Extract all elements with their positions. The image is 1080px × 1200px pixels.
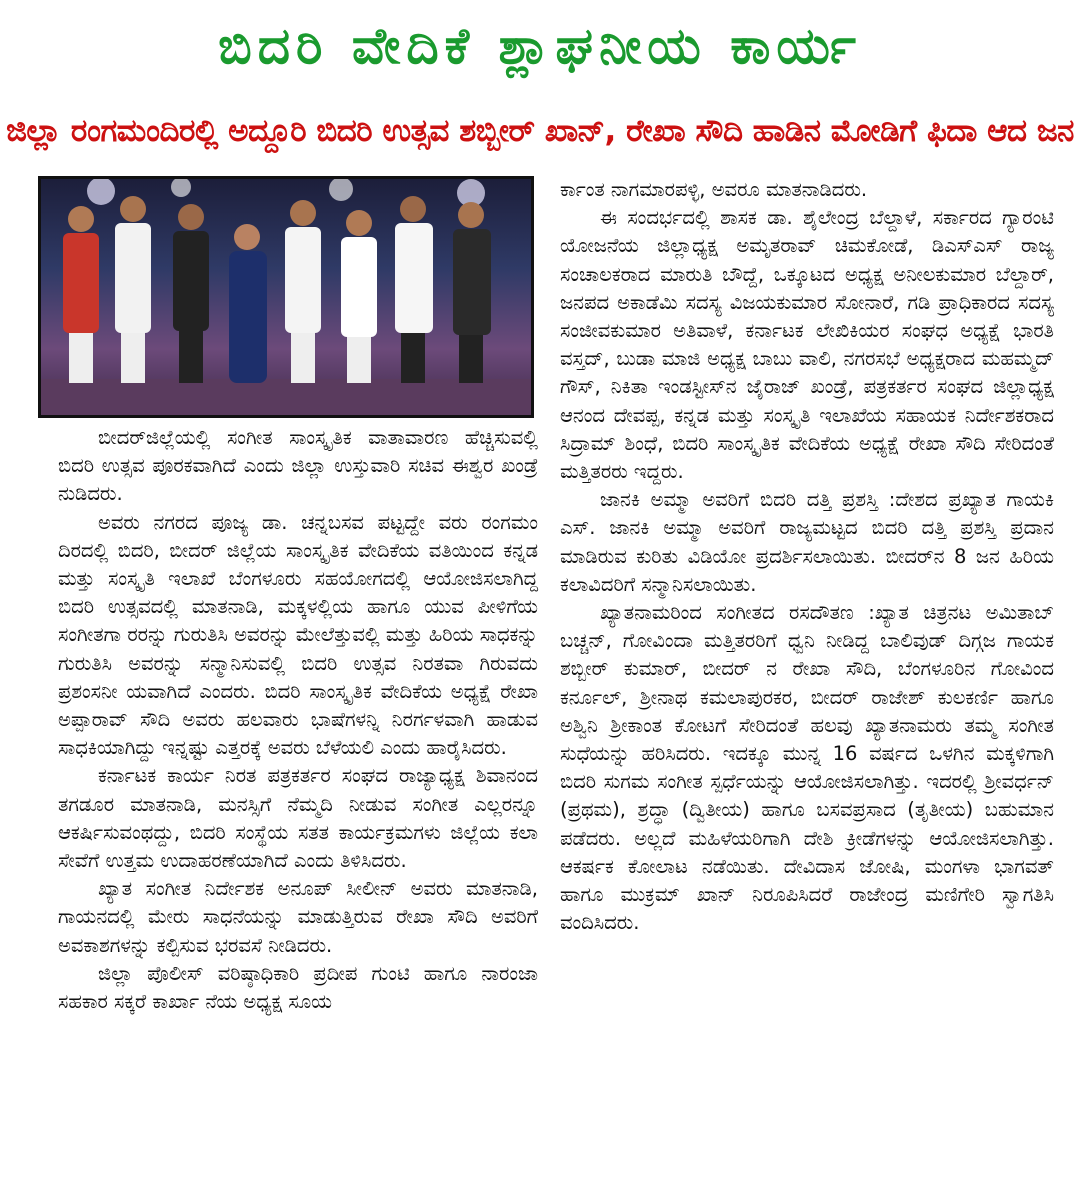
headline: ಬಿದರಿ ವೇದಿಕೆ ಶ್ಲಾಘನೀಯ ಕಾರ್ಯ	[218, 17, 862, 75]
subheadline: ಜಿಲ್ಲಾ ರಂಗಮಂದಿರಲ್ಲಿ ಅದ್ದೂರಿ ಬಿದರಿ ಉತ್ಸವ ಶಬ್ಬೀರ್ ಖಾನ್, ರೇಖಾ ಸೌದಿ ಹಾಡಿನ ಮೋಡಿಗೆ ಫಿದಾ ಆದ ಜನ	[6, 113, 1074, 149]
paragraph: ಖ್ಯಾತ ಸಂಗೀತ ನಿರ್ದೇಶಕ ಅನೂಪ್ ಸೀಲೀನ್ ಅವರು ಮಾತನಾಡಿ, ಗಾಯನದಲ್ಲಿ ಮೇರು ಸಾಧನೆಯನ್ನು ಮಾಡುತ್ತಿರುವ ರೇಖಾ ಸೌದಿ ಅವರಿಗೆ ಅವಕಾಶಗಳನ್ನು ಕಲ್ಪಿಸುವ ಭರವಸೆ ನೀಡಿದರು.	[58, 877, 538, 957]
paragraph: ಬೀದರ್‌ಜಿಲ್ಲೆಯಲ್ಲಿ ಸಂಗೀತ ಸಾಂಸ್ಕೃತಿಕ ವಾತಾವಾರಣ ಹೆಚ್ಚಿಸುವಲ್ಲಿ ಬಿದರಿ ಉತ್ಸವ ಪೂರಕವಾಗಿದೆ ಎಂದು ಜಿಲ್ಲಾ ಉಸ್ತುವಾರಿ ಸಚಿವ ಈಶ್ವರ ಖಂಡ್ರೆ ನುಡಿದರು.	[58, 426, 538, 506]
left-column	[58, 424, 538, 1016]
paragraph: ಅವರು ನಗರದ ಪೂಜ್ಯ ಡಾ. ಚನ್ನಬಸವ ಪಟ್ಟದ್ದೇ ವರು ರಂಗಮಂ ದಿರದಲ್ಲಿ ಬಿದರಿ, ಬೀದರ್ ಜಿಲ್ಲೆಯ ಸಾಂಸ್ಕೃತಿಕ ವೇದಿಕೆಯ ವತಿಯಿಂದ ಕನ್ನಡ ಮತ್ತು ಸಂಸ್ಕೃತಿ ಇಲಾಖೆ ಬೆಂಗಳೂರು ಸಹಯೋಗದಲ್ಲಿ ಆಯೋಜಿಸಲಾಗಿದ್ದ ಬಿದರಿ ಉತ್ಸವದಲ್ಲಿ ಮಾತನಾಡಿ, ಮಕ್ಕಳಲ್ಲಿಯ ಹಾಗೂ ಯುವ ಪೀಳಿಗೆಯ ಸಂಗೀತಗಾ ರರನ್ನು ಗುರುತಿಸಿ ಅವರನ್ನು ಮೇಲೆತ್ತುವಲ್ಲಿ ಮತ್ತು ಹಿರಿಯ ಸಾಧಕನ್ನು ಗುರುತಿಸಿ ಅವರನ್ನು ಸನ್ಮಾನಿಸುವಲ್ಲಿ ಬಿದರಿ ಉತ್ಸವ ನಿರತವಾ ಗಿರುವದು ಪ್ರಶಂಸನೀ ಯವಾಗಿದೆ ಎಂದರು. ಬಿದರಿ ಸಾಂಸ್ಕೃತಿಕ ವೇದಿಕೆಯ ಅಧ್ಯಕ್ಷೆ ರೇಖಾ ಅಪ್ಪಾರಾವ್ ಸೌದಿ ಅವರು ಹಲವಾರು ಭಾಷೆಗಳನ್ನಿ ನಿರರ್ಗಳವಾಗಿ ಹಾಡುವ ಸಾಧಕಿಯಾಗಿದ್ದು ಇನ್ನಷ್ಟು ಎತ್ತರಕ್ಕೆ ಅವರು ಬೆಳೆಯಲಿ ಎಂದು ಹಾರೈಸಿದರು.	[58, 510, 538, 760]
paragraph: ಜಾನಕಿ ಅಮ್ಮಾ ಅವರಿಗೆ ಬಿದರಿ ದತ್ತಿ ಪ್ರಶಸ್ತಿ :ದೇಶದ ಪ್ರಖ್ಯಾತ ಗಾಯಕಿ ಎಸ್. ಜಾನಕಿ ಅಮ್ಮಾ ಅವರಿಗೆ ರಾಜ್ಯಮಟ್ಟದ ಬಿದರಿ ದತ್ತಿ ಪ್ರಶಸ್ತಿ ಪ್ರದಾನ ಮಾಡಿರುವ ಕುರಿತು ವಿಡಿಯೋ ಪ್ರದರ್ಶಿಸಲಾಯಿತು. ಬೀದರ್‌ನ 8 ಜನ ಹಿರಿಯ ಕಲಾವಿದರಿಗೆ ಸನ್ಮಾನಿಸಲಾಯಿತು.	[560, 488, 1054, 596]
paragraph: ರ್ಕಾಂತ ನಾಗಮಾರಪಳ್ಳಿ, ಅವರೂ ಮಾತನಾಡಿದರು.	[560, 178, 868, 201]
paragraph: ಕರ್ನಾಟಕ ಕಾರ್ಯ ನಿರತ ಪತ್ರಕರ್ತರ ಸಂಘದ ರಾಜ್ಯಾಧ್ಯಕ್ಷ ಶಿವಾನಂದ ತಗಡೂರ ಮಾತನಾಡಿ, ಮನಸ್ಸಿಗೆ ನೆಮ್ಮದಿ ನೀಡುವ ಸಂಗೀತ ಎಲ್ಲರನ್ನೂ ಆಕರ್ಷಿಸುವಂಥದ್ದು, ಬಿದರಿ ಸಂಸ್ಥೆಯ ಸತತ ಕಾರ್ಯಕ್ರಮಗಳು ಜಿಲ್ಲೆಯ ಕಲಾ ಸೇವೆಗೆ ಉತ್ತಮ ಉದಾಹರಣೆಯಾಗಿದೆ ಎಂದು ತಿಳಿಸಿದರು.	[58, 764, 538, 873]
paragraph: ಖ್ಯಾತನಾಮರಿಂದ ಸಂಗೀತದ ರಸದೌತಣ :ಖ್ಯಾತ ಚಿತ್ರನಟ ಅಮಿತಾಬ್ ಬಚ್ಚನ್, ಗೋವಿಂದಾ ಮತ್ತಿತರರಿಗೆ ಧ್ವನಿ ನೀಡಿದ್ದ ಬಾಲಿವುಡ್ ದಿಗ್ಗಜ ಗಾಯಕ ಶಬ್ಬೀರ್ ಕುಮಾರ್, ಬೀದರ್ ನ ರೇಖಾ ಸೌದಿ, ಬೆಂಗಳೂರಿನ ಗೋವಿಂದ ಕರ್ನೂಲ್, ಶ್ರೀನಾಥ ಕಮಲಾಪುರಕರ, ಬೀದರ್ ರಾಜೇಶ್ ಕುಲಕರ್ಣಿ ಹಾಗೂ ಅಶ್ವಿನಿ ಶ್ರೀಕಾಂತ ಕೋಟಗೆ ಸೇರಿದಂತೆ ಹಲವು ಖ್ಯಾತನಾಮರು ತಮ್ಮ ಸಂಗೀತ ಸುಧೆಯನ್ನು ಹರಿಸಿದರು. ಇದಕ್ಕೂ ಮುನ್ನ 16 ವರ್ಷದ ಒಳಗಿನ ಮಕ್ಕಳಿಗಾಗಿ ಬಿದರಿ ಸುಗಮ ಸಂಗೀತ ಸ್ಪರ್ಧೆಯನ್ನು ಆಯೋಜಿಸಲಾಗಿತ್ತು. ಇದರಲ್ಲಿ ಶ್ರೀವರ್ಧನ್ (ಪ್ರಥಮ), ಶ್ರದ್ಧಾ (ದ್ವಿತೀಯ) ಹಾಗೂ ಬಸವಪ್ರಸಾದ (ತೃತೀಯ) ಬಹುಮಾನ ಪಡೆದರು. ಅಲ್ಲದೆ ಮಹಿಳೆಯರಿಗಾಗಿ ದೇಶಿ ಕ್ರೀಡೆಗಳನ್ನು ಆಯೋಜಿಸಲಾಗಿತ್ತು. ಆಕರ್ಷಕ ಕೋಲಾಟ ನಡೆಯಿತು. ದೇವಿದಾಸ ಜೋಷಿ, ಮಂಗಳಾ ಭಾಗವತ್ ಹಾಗೂ ಮುಕ್ರಮ್ ಖಾನ್ ನಿರೂಪಿಸಿದರೆ ರಾಜೇಂದ್ರ ಮಣಿಗೇರಿ ಸ್ವಾಗತಿಸಿ ವಂದಿಸಿದರು.	[560, 601, 1054, 935]
paragraph: ಈ ಸಂದರ್ಭದಲ್ಲಿ ಶಾಸಕ ಡಾ. ಶೈಲೇಂದ್ರ ಬೆಲ್ದಾಳೆ, ಸರ್ಕಾರದ ಗ್ಯಾರಂಟಿ ಯೋಜನೆಯ ಜಿಲ್ಲಾಧ್ಯಕ್ಷ ಅಮೃತರಾವ್ ಚಿಮಕೋಡೆ, ಡಿಎಸ್‌ಎಸ್ ರಾಜ್ಯ ಸಂಚಾಲಕರಾದ ಮಾರುತಿ ಬೌದ್ದೆ, ಒಕ್ಕೂಟದ ಅಧ್ಯಕ್ಷ ಅನೀಲಕುಮಾರ ಬೆಲ್ದಾರ್, ಜನಪದ ಅಕಾಡೆಮಿ ಸದಸ್ಯ ವಿಜಯಕುಮಾರ ಸೋನಾರೆ, ಗಡಿ ಪ್ರಾಧಿಕಾರದ ಸದಸ್ಯ ಸಂಜೀವಕುಮಾರ ಅತಿವಾಳೆ, ಕರ್ನಾಟಕ ಲೇಖಿಕಿಯರ ಸಂಘಧ ಅಧ್ಯಕ್ಷೆ ಭಾರತಿ ವಸ್ತದ್, ಬುಡಾ ಮಾಜಿ ಅಧ್ಯಕ್ಷ ಬಾಬು ವಾಲಿ, ನಗರಸಭೆ ಅಧ್ಯಕ್ಷರಾದ ಮಹಮ್ಮದ್ ಗೌಸ್, ನಿಕಿತಾ ಇಂಡಸ್ಟೀಸ್‌ನ ಜೈರಾಜ್ ಖಂಡ್ರೆ, ಪತ್ರಕರ್ತರ ಸಂಘದ ಜಿಲ್ಲಾಧ್ಯಕ್ಷ ಆನಂದ ದೇವಪ್ಪ, ಕನ್ನಡ ಮತ್ತು ಸಂಸ್ಕೃತಿ ಇಲಾಖೆಯ ಸಹಾಯಕ ನಿರ್ದೇಶಕರಾದ ಸಿದ್ರಾಮ್ ಶಿಂಧೆ, ಬಿದರಿ ಸಾಂಸ್ಕೃತಿಕ ವೇದಿಕೆಯ ಅಧ್ಯಕ್ಷೆ ರೇಖಾ ಸೌದಿ ಸೇರಿದಂತೆ ಮತ್ತಿತರರು ಇದ್ದರು.	[560, 206, 1054, 484]
right-column	[560, 176, 1054, 937]
paragraph: ಜಿಲ್ಲಾ ಪೊಲೀಸ್ ವರಿಷ್ಠಾಧಿಕಾರಿ ಪ್ರದೀಪ ಗುಂಟಿ ಹಾಗೂ ನಾರಂಜಾ ಸಹಕಾರ ಸಕ್ಕರೆ ಕಾರ್ಖಾ ನೆಯ ಅಧ್ಯಕ್ಷ ಸೂಯ	[58, 961, 538, 1014]
event-photo-icon	[41, 179, 531, 415]
event-photo	[38, 176, 534, 418]
